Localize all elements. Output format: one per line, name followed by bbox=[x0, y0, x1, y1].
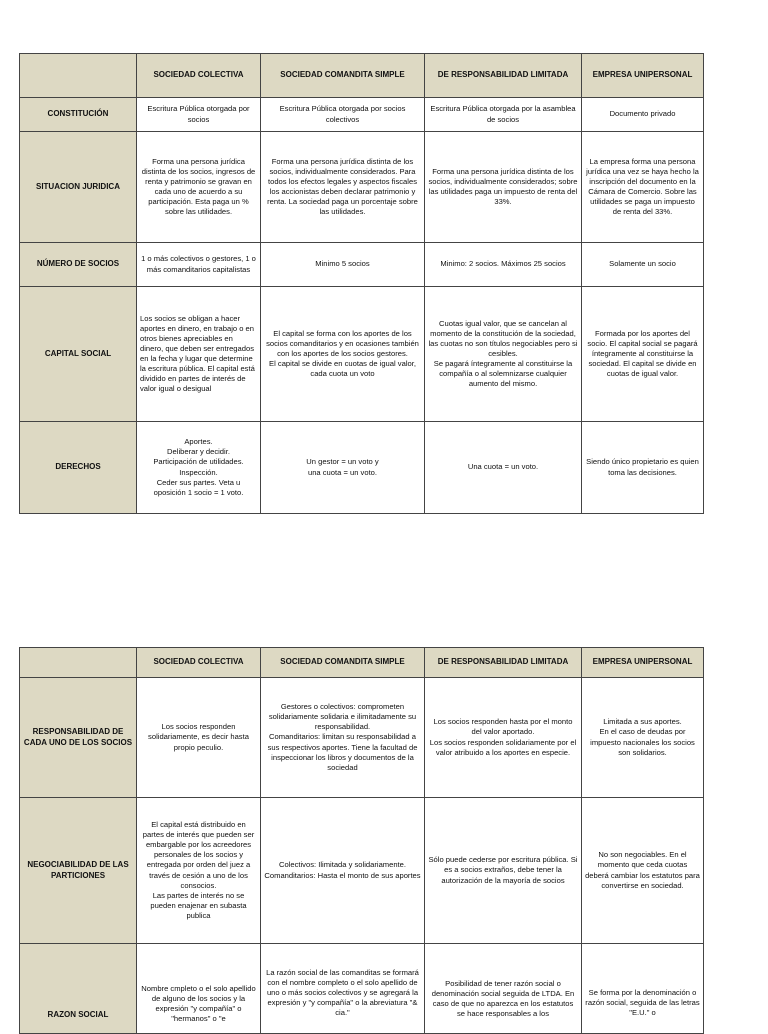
table-cell: Los socios responden solidariamente, es decir hasta propio peculio. bbox=[137, 678, 261, 798]
table-cell: Gestores o colectivos: comprometen solidariamente solidaria e ilimitadamente su responsabilidad. Comanditarios: limitan su responsabilidad a sus respectivos aportes. Tiene la facultad de inspeccionar los libros y documentos de la sociedad bbox=[261, 678, 425, 798]
table-cell: Se forma por la denominación o razón social, seguida de las letras "E.U." o bbox=[582, 944, 704, 1034]
table-cell: Aportes. Deliberar y decidir. Participación de utilidades. Inspección. Ceder sus partes. Veta u oposición 1 socio = 1 voto. bbox=[137, 422, 261, 514]
header-sociedad-colectiva: SOCIEDAD COLECTIVA bbox=[137, 648, 261, 678]
table-row bbox=[20, 132, 704, 243]
table-cell: Escritura Pública otorgada por la asamblea de socios bbox=[425, 98, 582, 132]
table-cell: Documento privado bbox=[582, 98, 704, 132]
header-corner bbox=[20, 54, 137, 98]
table-cell: La razón social de las comanditas se formará con el nombre completo o el solo apellido de uno o más socios colectivos y se agregará la expresión y "y compañía" o la abreviatura "& cia." bbox=[261, 944, 425, 1034]
table-cell: Forma una persona jurídica distinta de los socios, individualmente considerados. Para todos los efectos legales y aspectos fiscales los accionistas deben declarar patrimonio y renta. La sociedad paga un porcentaje sobre las utilidades. bbox=[261, 132, 425, 243]
table-cell: El capital se forma con los aportes de los socios comanditarios y en ocasiones también con los aportes de los socios gestores. El capital se divide en cuotas de igual valor, cada cuota un voto bbox=[261, 287, 425, 422]
header-corner bbox=[20, 648, 137, 678]
table-cell: Escritura Pública otorgada por socios bbox=[137, 98, 261, 132]
header-responsabilidad-limitada: DE RESPONSABILIDAD LIMITADA bbox=[425, 648, 582, 678]
table-cell: Minimo 5 socios bbox=[261, 243, 425, 287]
table-cell: Escritura Pública otorgada por socios colectivos bbox=[261, 98, 425, 132]
table-cell: Colectivos: Ilimitada y solidariamente. Comanditarios: Hasta el monto de sus aportes bbox=[261, 798, 425, 944]
table-row bbox=[20, 678, 704, 798]
table-row bbox=[20, 798, 704, 944]
header-comandita-simple: SOCIEDAD COMANDITA SIMPLE bbox=[261, 648, 425, 678]
table-cell: Un gestor = un voto y una cuota = un voto. bbox=[261, 422, 425, 514]
table-cell: Nombre cmpleto o el solo apellido de alguno de los socios y la expresión "y compañía" o "hermanos" o "e bbox=[137, 944, 261, 1034]
header-responsabilidad-limitada: DE RESPONSABILIDAD LIMITADA bbox=[425, 54, 582, 98]
table-cell: Posibilidad de tener razón social o denominación social seguida de LTDA. En caso de que no aparezca en los estatutos se hace responsables a los bbox=[425, 944, 582, 1034]
table-cell: Sólo puede cederse por escritura pública. Si es a socios extraños, debe tener la autorización de la mayoría de socios bbox=[425, 798, 582, 944]
table-cell: Limitada a sus aportes. En el caso de deudas por impuesto nacionales los socios son solidarios. bbox=[582, 678, 704, 798]
comparison-table-1 bbox=[19, 53, 704, 514]
row-label: RAZON SOCIAL bbox=[20, 944, 137, 1034]
table-row bbox=[20, 243, 704, 287]
header-empresa-unipersonal: EMPRESA UNIPERSONAL bbox=[582, 54, 704, 98]
header-row bbox=[20, 54, 704, 98]
table-cell: Forma una persona jurídica distinta de los socios, individualmente considerados; sobre las utilidades paga un impuesto de renta del 33%. bbox=[425, 132, 582, 243]
row-label: NÚMERO DE SOCIOS bbox=[20, 243, 137, 287]
table-cell: Siendo único propietario es quien toma las decisiones. bbox=[582, 422, 704, 514]
header-sociedad-colectiva: SOCIEDAD COLECTIVA bbox=[137, 54, 261, 98]
table-cell: Formada por los aportes del socio. El capital social se pagará íntegramente al constituirse la sociedad. El capital se divide en cuotas de igual valor. bbox=[582, 287, 704, 422]
row-label: SITUACION JURIDICA bbox=[20, 132, 137, 243]
table-cell: Minimo: 2 socios. Máximos 25 socios bbox=[425, 243, 582, 287]
table-row bbox=[20, 98, 704, 132]
table-row bbox=[20, 422, 704, 514]
row-label: NEGOCIABILIDAD DE LAS PARTICIONES bbox=[20, 798, 137, 944]
table-cell: Los socios responden hasta por el monto del valor aportado. Los socios responden solidariamente por el valor atribuido a los aportes en especie. bbox=[425, 678, 582, 798]
table-cell: Cuotas igual valor, que se cancelan al momento de la constitución de la sociedad, las cuotas no son títulos negociables pero si cesibles. Se pagará íntegramente al constituirse la compañía o al solemnizarse cualquier aumento del mismo. bbox=[425, 287, 582, 422]
table-row bbox=[20, 287, 704, 422]
table-cell: El capital está distribuido en partes de interés que pueden ser embargable por los acreedores personales de los socios y entregada por orden del juez a través de cesión a uno de los consocios. Las partes de interés no se pueden enajenar en subasta publica bbox=[137, 798, 261, 944]
table-cell: Una cuota = un voto. bbox=[425, 422, 582, 514]
header-comandita-simple: SOCIEDAD COMANDITA SIMPLE bbox=[261, 54, 425, 98]
table-cell: 1 o más colectivos o gestores, 1 o más comanditarios capitalistas bbox=[137, 243, 261, 287]
table-cell: Los socios se obligan a hacer aportes en dinero, en trabajo o en otros bienes apreciables en dinero, que deben ser entregados en la fecha y lugar que determine la escritura pública. El capital está dividido en partes de interés de valor igual o desigual bbox=[137, 287, 261, 422]
table-cell: No son negociables. En el momento que ceda cuotas deberá cambiar los estatutos para convertirse en sociedad. bbox=[582, 798, 704, 944]
comparison-table-2 bbox=[19, 647, 704, 1034]
table-cell: Solamente un socio bbox=[582, 243, 704, 287]
header-empresa-unipersonal: EMPRESA UNIPERSONAL bbox=[582, 648, 704, 678]
header-row bbox=[20, 648, 704, 678]
row-label: RESPONSABILIDAD DE CADA UNO DE LOS SOCIOS bbox=[20, 678, 137, 798]
row-label: CONSTITUCIÓN bbox=[20, 98, 137, 132]
table-cell: La empresa forma una persona jurídica una vez se haya hecho la inscripción del documento en la Cámara de Comercio. Sobre las utilidades se paga un impuesto de renta del 33%. bbox=[582, 132, 704, 243]
row-label: DERECHOS bbox=[20, 422, 137, 514]
row-label: CAPITAL SOCIAL bbox=[20, 287, 137, 422]
table-cell: Forma una persona jurídica distinta de los socios, ingresos de renta y patrimonio se gravan en cada uno de acuerdo a su participación. Esta paga un % sobre las utilidades. bbox=[137, 132, 261, 243]
table-row bbox=[20, 944, 704, 1034]
